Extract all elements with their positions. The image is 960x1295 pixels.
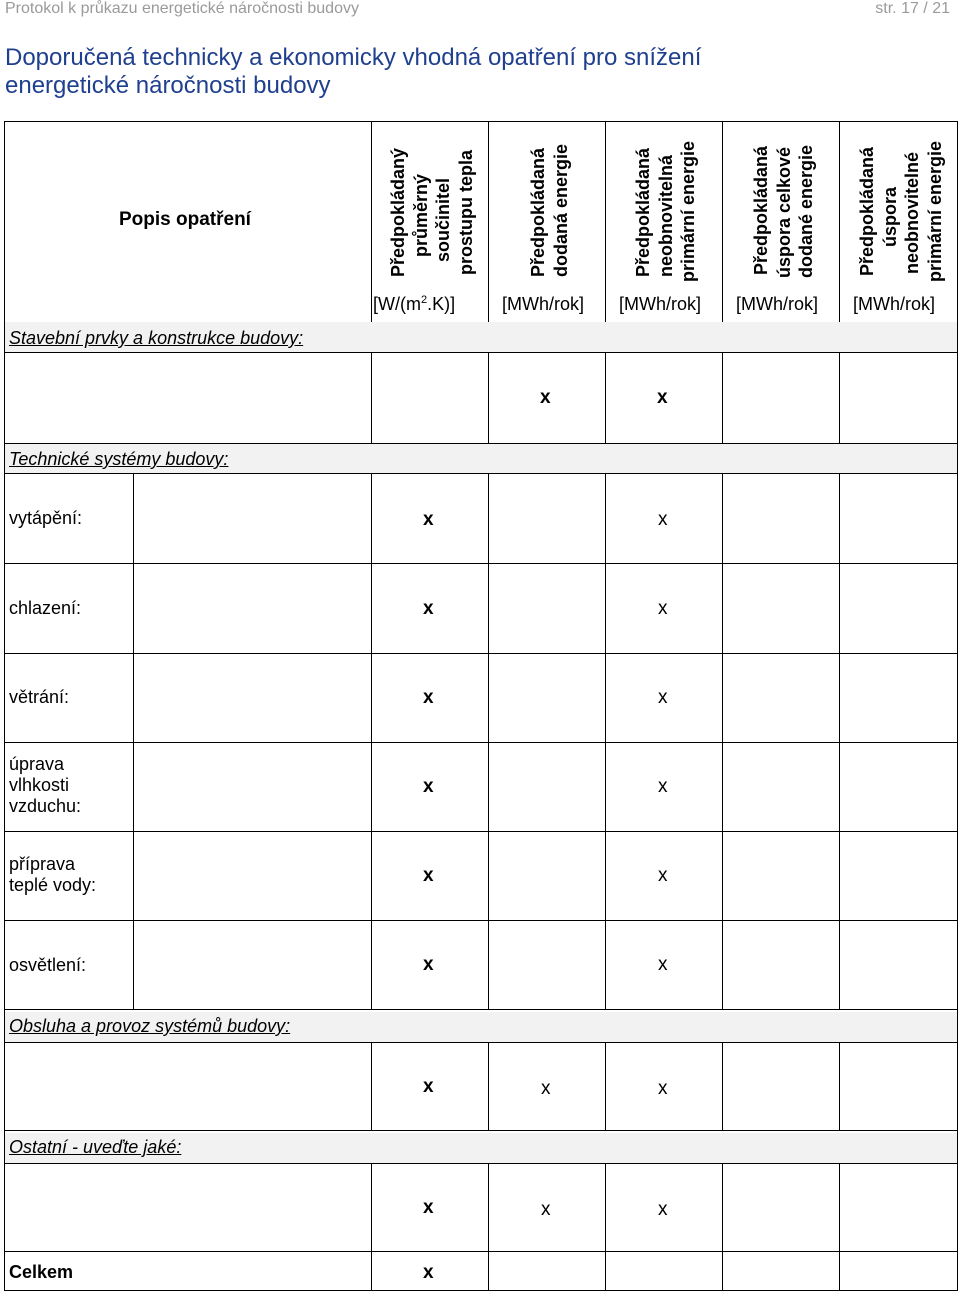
header-line: součinitel bbox=[433, 177, 453, 262]
system-label-vetrani: větrání: bbox=[9, 687, 70, 707]
column-header-uspora-neobnovitelne-energie bbox=[856, 141, 946, 282]
total-label: Celkem bbox=[9, 1262, 74, 1282]
grid-line bbox=[371, 473, 372, 1009]
grid-line bbox=[839, 1042, 840, 1130]
grid-line bbox=[605, 122, 606, 322]
grid-line bbox=[488, 352, 489, 443]
grid-line bbox=[5, 563, 957, 564]
grid-line bbox=[839, 473, 840, 1009]
section-obsluha-provoz: Obsluha a provoz systémů budovy: bbox=[9, 1016, 291, 1036]
grid-line bbox=[605, 1042, 606, 1130]
grid-line bbox=[605, 352, 606, 443]
grid-line bbox=[722, 1163, 723, 1251]
grid-line bbox=[839, 1251, 840, 1290]
section-ostatni: Ostatní - uveďte jaké: bbox=[9, 1137, 182, 1157]
header-line: primární energie bbox=[678, 140, 698, 282]
system-label-osvetleni: osvětlení: bbox=[9, 955, 87, 975]
header-line: Předpokládaný bbox=[388, 147, 408, 277]
grid-line bbox=[371, 1251, 372, 1290]
na-mark: x bbox=[541, 1078, 551, 1099]
header-line: Předpokládaná bbox=[528, 147, 548, 277]
grid-line bbox=[5, 1251, 957, 1252]
system-label-uprava-vlhkosti: úprava vlhkosti vzduchu: bbox=[9, 754, 82, 816]
column-header-dodana-energie bbox=[527, 144, 572, 277]
grid-line bbox=[5, 352, 957, 353]
na-mark: x bbox=[657, 387, 668, 408]
na-mark: x bbox=[541, 1199, 551, 1220]
na-mark: x bbox=[423, 1262, 434, 1283]
title-line-2: energetické náročnosti budovy bbox=[5, 72, 331, 99]
column-header-popis: Popis opatření bbox=[119, 209, 251, 230]
grid-line bbox=[371, 122, 372, 322]
grid-line bbox=[488, 1251, 489, 1290]
unit-prostup-tepla bbox=[373, 294, 455, 315]
header-line: Předpokládaná bbox=[751, 145, 771, 275]
grid-line bbox=[722, 473, 723, 1009]
header-line: dodané energie bbox=[796, 144, 816, 278]
unit-superscript: 2 bbox=[420, 294, 428, 306]
na-mark: x bbox=[658, 865, 668, 886]
header-line: úspora celkové bbox=[773, 146, 794, 278]
header-line: úspora bbox=[879, 186, 900, 247]
na-mark: x bbox=[658, 687, 668, 708]
grid-line bbox=[5, 443, 957, 444]
header-line: dodaná energie bbox=[550, 143, 571, 277]
grid-line bbox=[5, 1130, 957, 1131]
na-mark: x bbox=[658, 598, 668, 619]
system-label-priprava-teple-vody: příprava teplé vody: bbox=[9, 854, 97, 895]
header-line: neobnovitelná bbox=[655, 154, 676, 277]
grid-line bbox=[5, 742, 957, 743]
grid-line bbox=[5, 920, 957, 921]
na-mark: x bbox=[423, 598, 434, 619]
page-title bbox=[5, 44, 701, 100]
na-mark: x bbox=[658, 509, 668, 530]
unit-dodana-energie: [MWh/rok] bbox=[502, 294, 585, 314]
grid-line bbox=[488, 473, 489, 1009]
na-mark: x bbox=[658, 776, 668, 797]
title-line-1: Doporučená technicky a ekonomicky vhodná opatření pro snížení bbox=[5, 44, 702, 71]
system-label-chlazeni: chlazení: bbox=[9, 598, 82, 618]
header-line: prostupu tepla bbox=[455, 150, 476, 275]
header-line: průměrný bbox=[410, 173, 431, 257]
grid-line bbox=[5, 831, 957, 832]
grid-line bbox=[605, 1251, 606, 1290]
column-header-prostup-tepla bbox=[387, 148, 477, 277]
grid-line bbox=[5, 1009, 957, 1010]
grid-line bbox=[722, 1042, 723, 1130]
grid-line bbox=[488, 122, 489, 322]
na-mark: x bbox=[423, 509, 434, 530]
grid-line bbox=[371, 352, 372, 443]
grid-line bbox=[488, 1163, 489, 1251]
section-technicke-systemy: Technické systémy budovy: bbox=[9, 449, 229, 469]
grid-line bbox=[371, 1042, 372, 1130]
na-mark: x bbox=[658, 954, 668, 975]
grid-line bbox=[5, 1163, 957, 1164]
page-number: str. 17 / 21 bbox=[875, 0, 950, 17]
na-mark: x bbox=[423, 954, 434, 975]
grid-line bbox=[371, 1163, 372, 1251]
na-mark: x bbox=[423, 1076, 434, 1097]
column-header-uspora-dodane-energie bbox=[750, 145, 818, 278]
unit-text: .K)] bbox=[427, 294, 456, 314]
unit-text: [W/(m bbox=[373, 294, 421, 314]
header-line: neobnovitelné bbox=[902, 151, 922, 274]
grid-line bbox=[605, 1163, 606, 1251]
na-mark: x bbox=[423, 865, 434, 886]
unit-neobnovitelna-energie: [MWh/rok] bbox=[619, 294, 702, 314]
header-line: Předpokládaná bbox=[857, 146, 877, 276]
na-mark: x bbox=[423, 687, 434, 708]
column-header-neobnovitelna-energie bbox=[632, 141, 700, 282]
grid-line bbox=[133, 473, 134, 1009]
grid-line bbox=[722, 352, 723, 443]
grid-line bbox=[5, 473, 957, 474]
grid-line bbox=[839, 122, 840, 322]
section-stavebni-prvky: Stavební prvky a konstrukce budovy: bbox=[9, 328, 304, 348]
grid-line bbox=[605, 473, 606, 1009]
na-mark: x bbox=[423, 776, 434, 797]
unit-uspora-dodane-energie: [MWh/rok] bbox=[736, 294, 819, 314]
grid-line bbox=[5, 1042, 957, 1043]
na-mark: x bbox=[540, 387, 551, 408]
system-label-vytapeni: vytápění: bbox=[9, 508, 83, 528]
unit-uspora-neobnovitelne-energie: [MWh/rok] bbox=[853, 294, 936, 314]
header-line: Předpokládaná bbox=[633, 147, 653, 277]
na-mark: x bbox=[658, 1199, 668, 1220]
grid-line bbox=[839, 352, 840, 443]
na-mark: x bbox=[423, 1197, 434, 1218]
grid-line bbox=[488, 1042, 489, 1130]
grid-line bbox=[722, 122, 723, 322]
grid-line bbox=[722, 1251, 723, 1290]
document-header: Protokol k průkazu energetické náročnosti budovy bbox=[5, 0, 359, 17]
grid-line bbox=[5, 653, 957, 654]
header-line: primární energie bbox=[924, 140, 945, 282]
grid-line bbox=[839, 1163, 840, 1251]
na-mark: x bbox=[658, 1078, 668, 1099]
